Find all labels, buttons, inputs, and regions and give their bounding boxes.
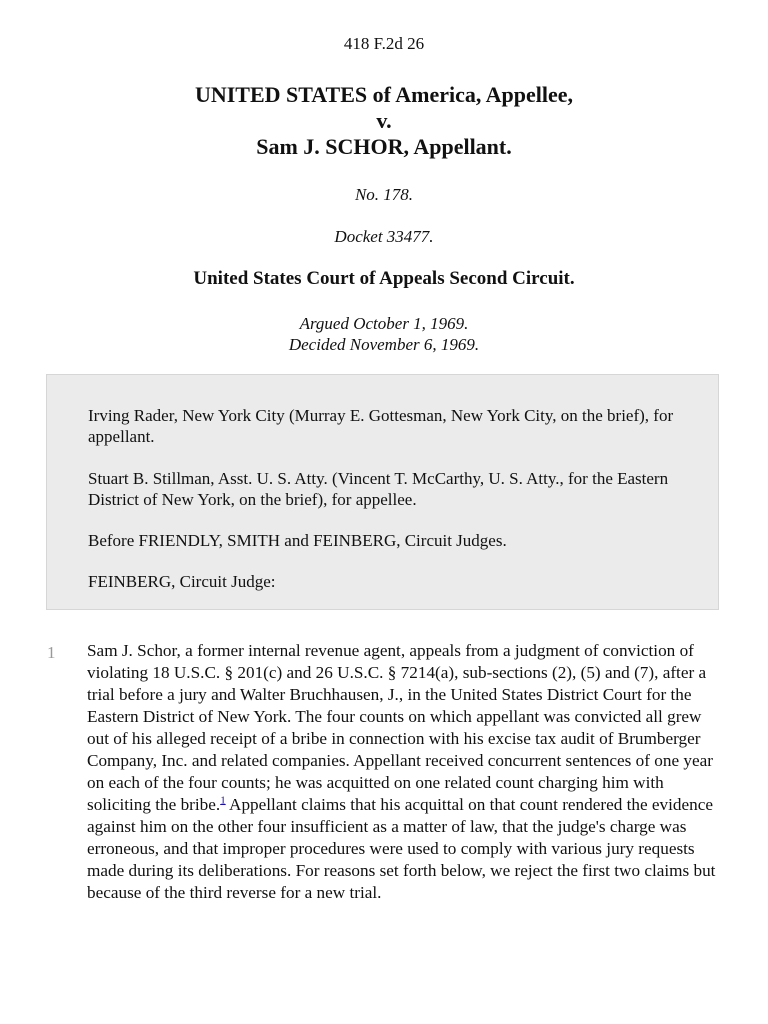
counsel-appellant: Irving Rader, New York City (Murray E. Gottesman, New York City, on the brief), for appellant. [88,406,674,446]
opinion-text-part1: Sam J. Schor, a former internal revenue agent, appeals from a judgment of conviction of violating 18 U.S.C. § 201(c) and 26 U.S.C. § 7214(a), sub-sections (2), (5) and (7), after a trial before a jury and Walter Bruchhausen, J., in the United States District Court for the Eastern District of New York. The four counts on which appellant was convicted all grew out of his alleged receipt of a bribe in connection with his excise tax audit of Brumberger Company, Inc. and related companies. Appellant received concurrent sentences of one year on each of the four counts; he was acquitted on one related count charging him with soliciting the bribe. [87,641,713,814]
judges-panel: Before FRIENDLY, SMITH and FEINBERG, Circuit Judges. [88,531,507,550]
counsel-appellee: Stuart B. Stillman, Asst. U. S. Atty. (Vincent T. McCarthy, U. S. Atty., for the Eastern District of New York, on the brief), for appellee. [88,469,669,509]
court-name: United States Court of Appeals Second Circuit. [193,268,575,289]
caption-versus: v. [376,108,392,133]
caption-appellee: UNITED STATES of America, Appellee, [194,82,574,107]
case-caption [0,82,768,160]
counsel-header-box [46,374,719,610]
opinion-text-part2: Appellant claims that his acquittal on that count rendered the evidence against him on the other four insufficient as a matter of law, that the judge's charge was erroneous, and that improper procedures were used to comply with various jury requests made during its deliberations. For reasons set forth below, we reject the first two claims but because of the third reverse for a new trial. [87,795,716,902]
paragraph-number: 1 [47,643,56,662]
footnote-link[interactable]: 1 [220,794,226,807]
case-citation: 418 F.2d 26 [343,34,425,53]
caption-appellant: Sam J. SCHOR, Appellant. [256,134,512,159]
case-number: No. 178. [354,185,414,204]
opinion-paragraph [87,640,725,904]
decided-date: Decided November 6, 1969. [288,335,480,354]
argued-date: Argued October 1, 1969. [299,314,469,333]
docket-number: Docket 33477. [334,227,434,246]
opinion-author: FEINBERG, Circuit Judge: [88,572,276,591]
